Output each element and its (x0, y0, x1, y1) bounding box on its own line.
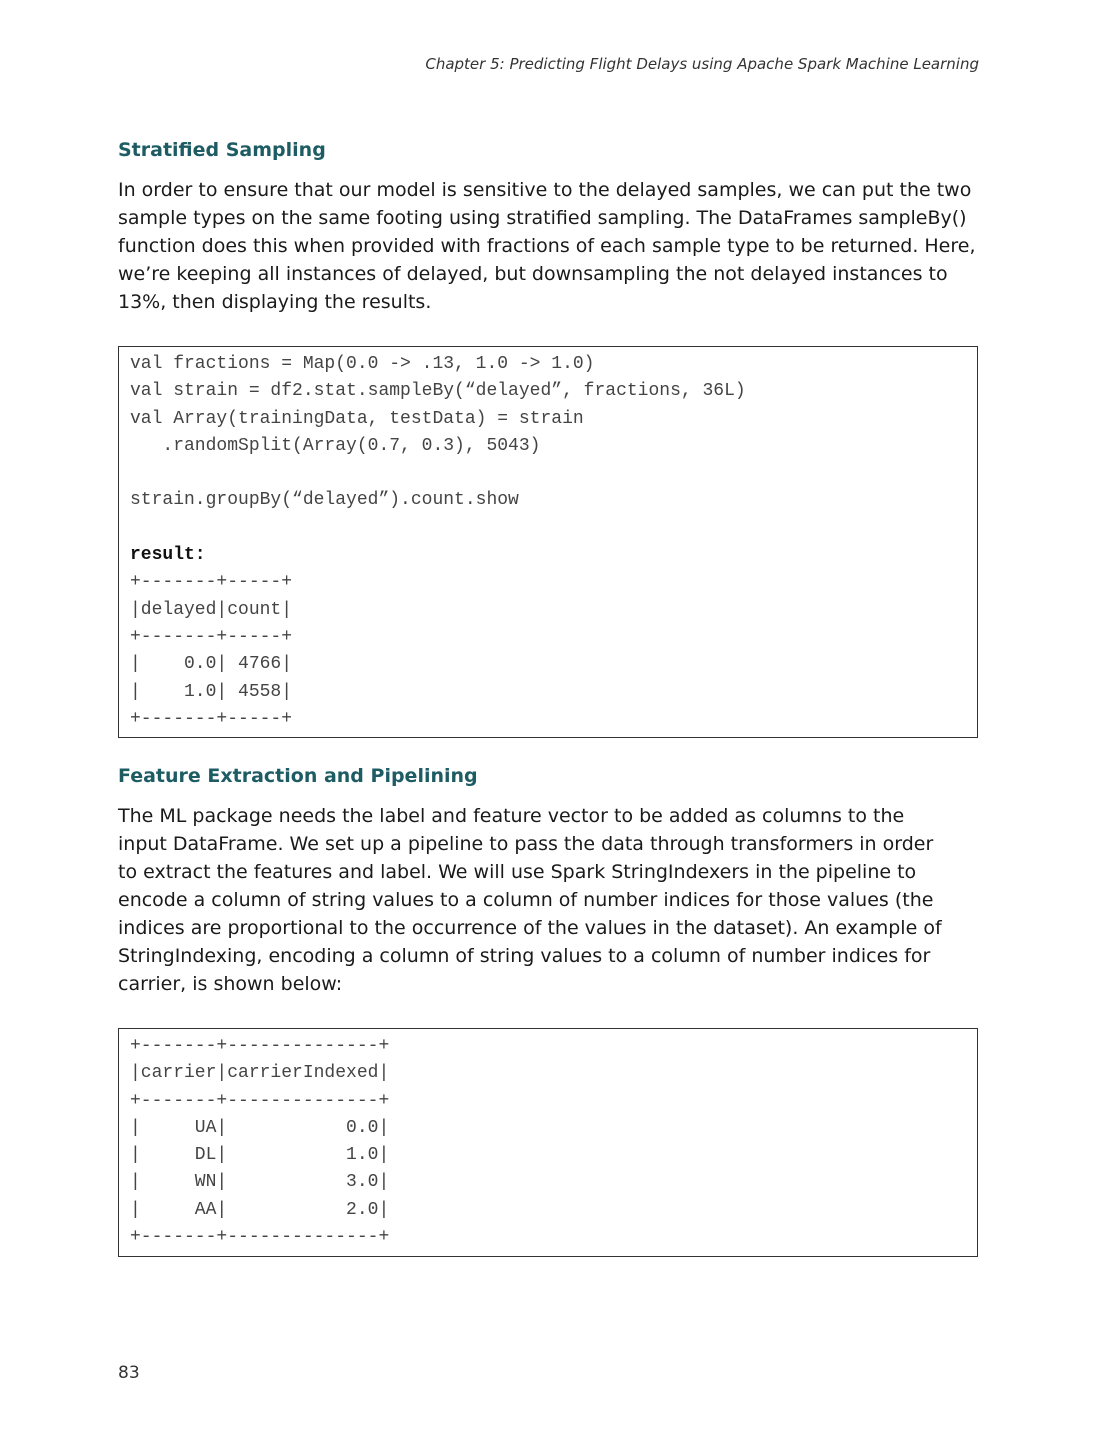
code-line: +-------+--------------+ (130, 1090, 390, 1111)
code-line: | WN| 3.0| (130, 1172, 390, 1193)
code-line: val strain = df2.stat.sampleBy(“delayed”, fractions, 36L) (130, 381, 746, 402)
code-line: | AA| 2.0| (130, 1199, 390, 1220)
paragraph-line: carrier, is shown below: (118, 973, 343, 995)
code-line: |carrier|carrierIndexed| (130, 1063, 390, 1084)
code-line: +-------+--------------+ (130, 1227, 390, 1248)
section-heading-stratified-sampling: Stratified Sampling (118, 139, 326, 161)
code-result-label: result: (130, 545, 206, 566)
code-line: +-------+-----+ (130, 708, 293, 729)
code-line: strain.groupBy(“delayed”).count.show (130, 490, 519, 511)
code-line: | DL| 1.0| (130, 1145, 390, 1166)
running-header: Chapter 5: Predicting Flight Delays using Apache Spark Machine Learning (425, 55, 979, 73)
paragraph-line: encode a column of string values to a column of number indices for those values (the (118, 889, 934, 911)
paragraph-stratified-sampling (118, 176, 988, 316)
paragraph-line: sample types on the same footing using stratified sampling. The DataFrames sampleBy() (118, 207, 967, 229)
code-line (130, 460, 966, 487)
section-heading-feature-extraction: Feature Extraction and Pipelining (118, 765, 478, 787)
paragraph-line: we’re keeping all instances of delayed, but downsampling the not delayed instances to (118, 263, 948, 285)
paragraph-line: input DataFrame. We set up a pipeline to pass the data through transformers in order (118, 833, 934, 855)
code-line: | 1.0| 4558| (130, 681, 293, 702)
code-block-sampling (118, 346, 978, 738)
code-line: +-------+-----+ (130, 626, 293, 647)
code-block-string-indexing (118, 1028, 978, 1257)
paragraph-line: to extract the features and label. We will use Spark StringIndexers in the pipeline to (118, 861, 917, 883)
code-line: val fractions = Map(0.0 -> .13, 1.0 -> 1.0) (130, 354, 595, 374)
page-number: 83 (118, 1363, 140, 1383)
code-line: +-------+--------------+ (130, 1036, 390, 1056)
code-line (130, 515, 966, 542)
paragraph-line: The ML package needs the label and feature vector to be added as columns to the (118, 805, 905, 827)
code-line: |delayed|count| (130, 599, 293, 620)
code-line: .randomSplit(Array(0.7, 0.3), 5043) (130, 435, 541, 456)
paragraph-line: 13%, then displaying the results. (118, 291, 432, 313)
paragraph-line: In order to ensure that our model is sensitive to the delayed samples, we can put the two (118, 179, 972, 201)
code-line: +-------+-----+ (130, 572, 293, 593)
code-line: val Array(trainingData, testData) = strain (130, 408, 584, 429)
paragraph-line: StringIndexing, encoding a column of string values to a column of number indices for (118, 945, 931, 967)
code-line: | 0.0| 4766| (130, 654, 293, 675)
code-line: | UA| 0.0| (130, 1117, 390, 1138)
paragraph-line: indices are proportional to the occurrence of the values in the dataset). An example of (118, 917, 942, 939)
paragraph-feature-extraction (118, 802, 988, 998)
paragraph-line: function does this when provided with fractions of each sample type to be returned. Here, (118, 235, 976, 257)
